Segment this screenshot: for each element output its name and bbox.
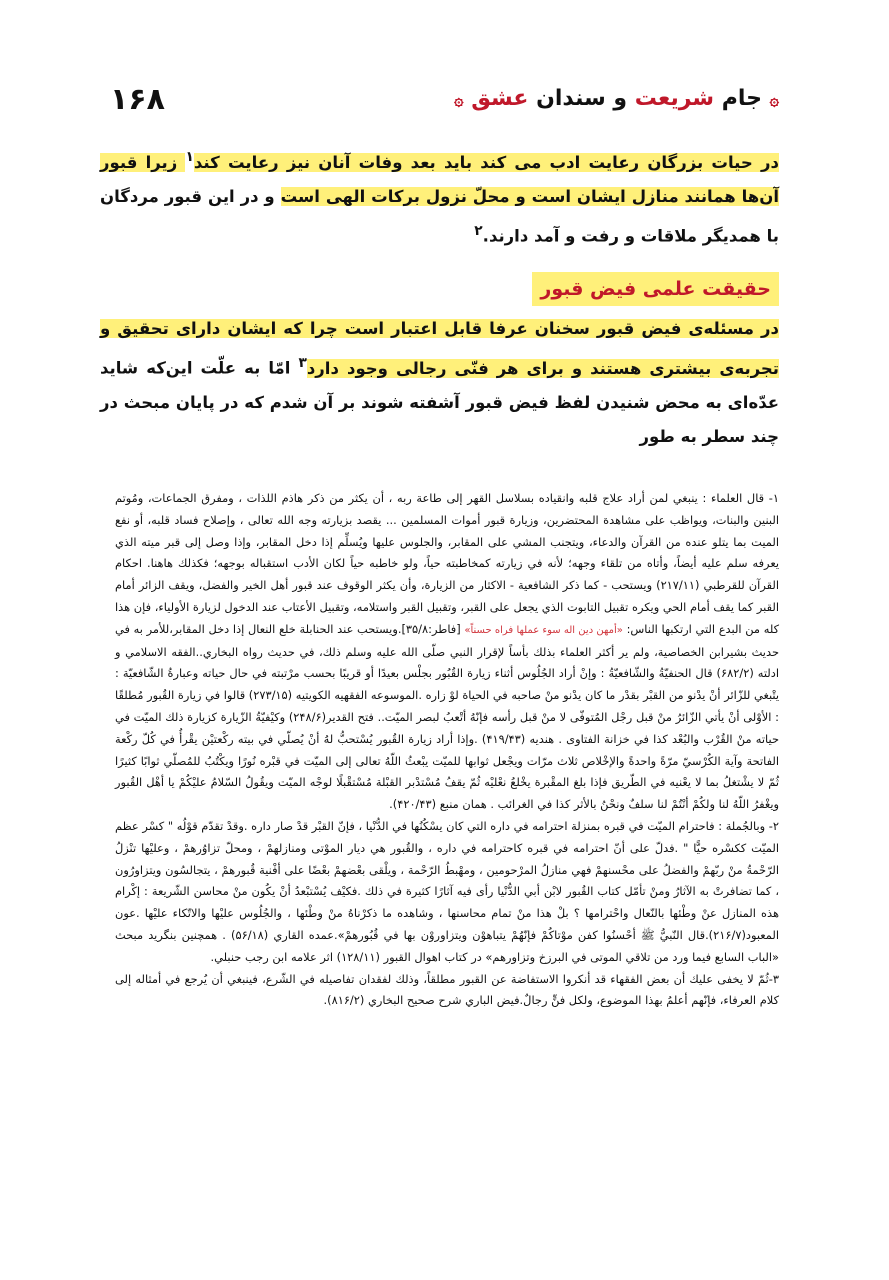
paragraph-text: و در این قبور مردگان با همدیگر ملاقات و رفت و آمد دارند. <box>100 186 779 245</box>
highlighted-text: در حیات بزرگان رعایت ادب می کند باید بعد وفات آنان نیز رعایت کند <box>193 152 779 172</box>
highlighted-text: زیرا قبور آن‌ها همانند منازل ایشان است و محلّ نزول برکات الهی است <box>100 152 779 206</box>
ornament-icon: ۞ <box>769 90 779 109</box>
paragraph-2 <box>100 312 779 454</box>
footnote-ref-2: ۲ <box>474 222 483 239</box>
footnote-2: ۲- وبالجُملة : فاحترام الميّت في قبره بمنزلة احترامه في داره التي كان يسْكُنُها في الدُّنْيا ، فإنّ القبْر قدْ صار داره .وقدْ تقدّم قوْلُه " كسْر عظم الميّت ككسْره حيًّا " .فدلّ على أنّ احترامه في قبره كاحترامه في داره ، والقُبور هي ديار الموْتى ومنازلهمْ ، ومحلّ تزاوُرهمْ ، وعليْها تنْزلُ الرّحْمةُ منْ ربّهمْ والفضلُ على محْسنهمْ فهي منازلُ المرْحومين ، ومهْبطُ الرّحْمة ، ويلْقى بعْضهمْ بعْضًا على أفْنية قُبورهمْ ، يتجالسُون ويتزاورُون ، كما تضافرتْ به الآثارُ ومنْ تأمّل كتاب القُبور لابْن أبي الدُّنْيا رأى فيه آثارًا كثيرة في ذلك .فكيْف يُسْتبْعدُ أنْ يكُون منْ محاسن الشّريعة : إكْرام هذه المنازل عنْ وطْئها بالنّعال واحْترامها ؟ بلْ هذا منْ تمام محاسنها ، وشاهده ما ذكرْناهُ منْ وطْئها ، والجُلُوس عليْها والاتّكاء عليْها .عون المعبود(۲۱۶/۷).قال النّبيُّ ﷺ أحْسنُوا كفن موْتاكُمْ فإنّهُمْ يتباهوْن ويتزاوروْن بها في قُبُورهمْ».عمده القاري (۵۶/۱۸) . همچنين بنگريد مبحث «الباب السابع فيما ورد من تلاقي الموتى في البرزخ وتزاورهم» در كتاب اهوال القبور (۱۲۸/۱۱) اثر علامه ابن رجب حنبلي. <box>115 818 780 964</box>
page-number: ۱۶۸ <box>110 82 165 117</box>
paragraph-text: امّا به علّت این‌که شاید عدّه‌ای به محض شنیدن لفظ فیض قبور آشفته شوند بر آن شدم که در پایان مبحث در چند سطر به طور <box>100 358 779 446</box>
paragraph-1 <box>100 140 779 253</box>
footnote-ref-3: ۳ <box>298 355 307 371</box>
title-part-2: شریعت <box>634 86 715 111</box>
footnote-ref-1: ۱ <box>185 149 194 165</box>
highlighted-text: در مسئله‌ی فیض قبور سخنان عرفا قابل اعتبار است چرا که ایشان دارای تحقیق و تجربه‌ی بیشتری هستند و برای هر فنّی رجالی وجود دارد <box>100 319 779 378</box>
footnote-3: ۳-ثُمّ لا يخفى عليك أن بعض الفقهاء قد أنكروا الاستفاضة عن القبور مطلقاً، وذلك لفقدان تفاصيله في الشّرع، فينبغي أن يُرجع في أمثاله إلى كلام العرفاء، فإنّهم أعلمُ بهذا الموضوع، ولكل فنٍّ رجالٌ.فيض الباري شرح صحيح البخاري (۸۱۶/۲). <box>115 971 779 1008</box>
footnote-1-continued: [فاطر:۳۵/۸].ويستحب عند الحنابلة خلع النعال إذا دخل المقابر،للأمر به في حديث بشيرابن الخصاصية، ولم ير أكثر العلماء بذلك بأساً لإقرار النبي صلّى الله عليه وسلم ذلك، في حديث رواه البخاري..الفقه الاسلامي و ادلته (۶۸۲/۲) قال الحنفيّةُ والشّافعيّةُ : وإنْ أراد الجُلُوس أثناء زيارة القُبُور بجلْس بعيدًا أو قريبًا بحسب مرْتبته في حال حياته وعبارةُ الشّافعيّة : يتْبغي للزّائر أنْ يدْنو من القبْر بقدْر ما كان يدْنو منْ صاحبه في الحياة لوْ زاره .الموسوعه الفقهيه الكويتيه (۲۷۳/۱۵) قالوا في زيارة القُبور مُطلقًا : الأوْلى أنْ يأتي الزّائرُ منْ قبل رجْل المُتوفّى لا منْ قبل رأسه فإنّهُ أتْعبُ لبصر الميّت.. فتح القدير(۲۴۸/۶) وكيْفيّةُ الزّيارة كزيارة ذلك الميّت في حياته منْ القُرْب والبُعْد كذا في خزانة الفتاوى . هنديه (۴۱۹/۴۳) .وإذا أراد زيارة القُبور يُسْتحبُّ لهُ أنْ يُصلّي في بيته ركْعتيْن يقْرأُ في كُلّ ركْعة الفاتحة وآية الكُرْسيّ مرّةً واحدةً والإخْلاص ثلاث مرّات ويجْعل ثوابها للميّت يبْعثُ اللّهُ تعالى إلى الميّت في قبْره نُورًا ويكْتُبُ للمُصلّي ثوابًا كثيرًا ثُمّ لا يشْتغلُ بما لا يعْنيه في الطّريق فإذا بلغ المقْبرة يخْلعُ نعْليْه ثُمّ يقفُ مُسْتدْبر القبْلة مُسْتقْبلًا لوجْه الميّت ويقُولُ السّلامُ عليْكُمْ يا أهْل القُبور ويغْفرُ اللّهُ لنا ولكُمْ أنْتُمْ لنا سلفٌ ونحْنُ بالأثر كذا في الغرائب . همان منبع (۴۲۰/۴۳). <box>115 621 780 812</box>
section-heading: حقیقت علمی فیض قبور <box>532 272 779 306</box>
page-header <box>110 80 779 120</box>
footnote-1-text: ۱- قال العلماء : ينبغي لمن أراد علاج قلبه وانقياده بسلاسل القهر إلى طاعة ربه ، أن يكثر من ذكر هاذم اللذات ، ومفرق الجماعات، ومُوتم البنين والبنات، ويواظب على مشاهدة المحتضرين، وزيارة قبور أموات المسلمين ... يقصد بزيارته وجه الله تعالى ، وإصلاح فساد قلبه، أو نفع الميت بما يتلو عنده من القرآن والدعاء، ويتجنب المشي على المقابر، والجلوس عليها ويُسلِّم إذا دخل المقابر، وإذا وصل إلى قبر ميته الذي يعرفه سلم عليه أيضاً، وأتاه من تلقاء وجهه؛ لأنه في زيارته كمخاطبته حياً، ولو خاطبه حياً لكان الأدب استقباله بوجهه؛ فكذلك هاهنا. احكام القرآن للقرطبي (۲۱۷/۱۱) ويستحب - كما ذكر الشافعية - الاكثار من الزيارة، وأن يكثر الوقوف عند قبور أهل الخير والفضل، ويقف الزائر أمام القبر كما يقف أمام الحي ويكره تقبيل التابوت الذي يجعل على القبر، وتقبيل القبر واستلامه، وتقبيل الأعتاب عند الدخول لزيارة الأولياء، فإن هذا كله من البدع التي ارتكبها الناس: <box>115 491 780 636</box>
handwritten-note: «أمهن دين اله سوء عملها فراه حسناً» <box>464 624 623 636</box>
footnotes <box>115 488 779 1012</box>
title-part-1: جام <box>714 86 762 111</box>
book-title <box>454 86 779 111</box>
ornament-icon: ۞ <box>454 90 464 109</box>
title-part-4: عشق <box>471 86 529 111</box>
title-part-3: و سندان <box>528 86 635 111</box>
footnote-1 <box>115 488 779 816</box>
